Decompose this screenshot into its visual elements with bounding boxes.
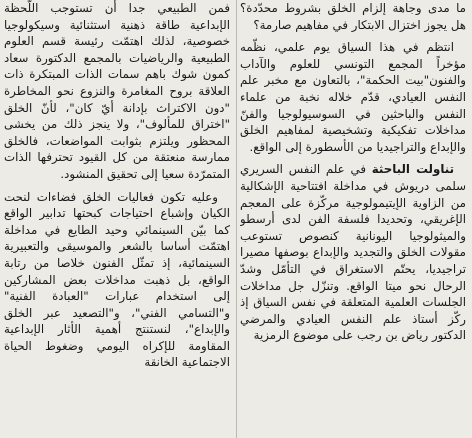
article-column-right — [240, 0, 466, 438]
paragraph-lead-in: تناولت الباحثة — [371, 162, 454, 177]
paragraph-body: في علم النفس السريري سلمى دريوش في مداخلة افتتاحية الإشكالية من الزاوية الإيتيمولوجية مركّزة على المعجم الإغريقي، وتحديدا فلسفة الفن لدى أرسطو والميثولوجيا اليونانية كنصوص تستوعب مقولات الخلق والتجديد والإبداع بوصفها مصيرا تراجيديا، يحتّم الاستغراق في التأمّل وشدّ الرحال نحو ميتا الواقع. وتنزّل جل مداخلات الجلسات العلمية المتعلقة في نفس السياق إذ ركّز أستاذ علم النفس العيادي والمرضي الدكتور رياض بن رجب على موضوع الرمزية — [240, 162, 466, 343]
column-divider — [236, 0, 237, 438]
article-column-left — [4, 0, 230, 438]
article-paragraph: وعليه تكون فعاليات الخلق فضاءات لنحت الكيان وإشباع احتياجات كبحتها تدابير الواقع كما بيّن السينمائي وحيد الطايع في مداخلة اهتمّت أساسا بالشعر والموسيقى والتعبيرية السينمائية، إذ تمثّل الفنون خلاصا من رتابة الواقع، بل ذهبت مداخلات بعض المشاركين إلى استخدام عبارات "العبادة الفنية" و"التسامي الفني"، و"التصعيد عبر الخلق والإبداع"، لنستنتج أهمية الأثار الإبداعية المقاومة للإكراه اليومي وضغوط الحياة الاجتماعية الخانقة — [4, 189, 230, 370]
article-paragraph: انتظم في هذا السياق يوم علمي، نظّمه مؤخراً المجمع التونسي للعلوم والآداب والفنون"بيت الحكمة"، بالتعاون مع مخبر علم النفس العيادي، قدّم خلاله نخبة من علماء النفس والباحثين في السوسيولوجيا والفنّ مداخلات تفكيكية وتشخيصية لمفاهيم الخلق والإبداع والتراجيديا من الأسطورة إلى الواقع. — [240, 40, 466, 154]
article-paragraph — [240, 161, 466, 344]
article-paragraph: ما مدى وجاهة إلزام الخلق بشروط محدّدة؟ هل يجوز اختزال الابتكار في مفاهيم صارمة؟ — [240, 1, 466, 32]
article-paragraph: فمن الطبيعي جدا أن تستوجب اللّحظة الإبداعية طاقة ذهنية استثنائية وسيكولوجيا خصوصية، لذلك اهتمّت رئيسة قسم العلوم الطبيعية والرياضيات بالمجمع الدكتورة سعاد كمون شوك باهم سمات الذات المبتكرة ذات العلاقة بروح المغامرة والنزوع نحو المخاطرة "دون الاكتراث بإدانة أيّ كان"، لأنّ الخلق "اختراق للمألوف"، ولا ينجز ذلك من يخشى المحظور ويلتزم بثوابت المواضعات، فالخلق ممارسة منعتقة من كل القيود تحترفها الذات المتمرّدة سعيا إلى تحقيق المنشود. — [4, 1, 230, 181]
